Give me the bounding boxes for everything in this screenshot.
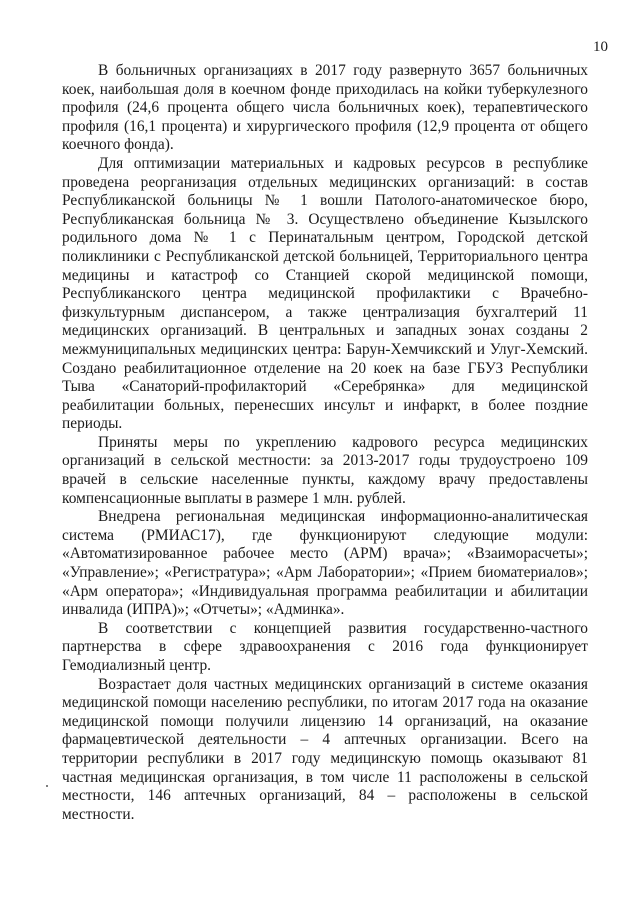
paragraph-reorganization: Для оптимизации материальных и кадровых ресурсов в республике проведена реорганизация отдельных медицинских организаций: в состав Республиканской больницы № 1 вошли Патолого-анатомическое бюро, Республиканская больница № 3. Осуществлено объединение Кызылского родильного дома № 1 с Перинатальным центром, Городской детской поликлиники с Республиканской детской больницей, Территориального центра медицины и катастроф со Станцией скорой медицинской помощи, Республиканского центра медицинской профилактики с Врачебно-физкультурным диспансером, а также централизация бухгалтерий 11 медицинских организаций. В центральных и западных зонах созданы 2 межмуниципальных медицинских центра: Барун-Хемчикский и Улуг-Хемский. Создано реабилитационное отделение на 20 коек на базе ГБУЗ Республики Тыва «Санаторий-профилакторий «Серебрянка» для медицинской реабилитации больных, перенесших инсульт и инфаркт, в более поздние периоды. bbox=[62, 154, 588, 433]
paragraph-rural-staffing: Приняты меры по укреплению кадрового ресурса медицинских организаций в сельской местности: за 2013-2017 годы трудоустроено 109 врачей в сельские населенные пункты, каждому врачу предоставлены компенсационные выплаты в размере 1 млн. рублей. bbox=[62, 433, 588, 507]
page-number: 10 bbox=[593, 39, 608, 55]
paragraph-private-organizations: Возрастает доля частных медицинских организаций в системе оказания медицинской помощи населению республики, по итогам 2017 года на оказание медицинской помощи получили лицензию 14 организаций, на оказание фармацевтической деятельности – 4 аптечных организации. Всего на территории республики в 2017 году медицинскую помощь оказывают 81 частная медицинская организация, в том числе 11 расположены в сельской местности, 146 аптечных организаций, 84 – расположены в сельской местности. bbox=[62, 675, 588, 823]
paragraph-public-private-partnership: В соответствии с концепцией развития государственно-частного партнерства в сфере здравоохранения с 2016 года функционирует Гемодиализный центр. bbox=[62, 619, 588, 674]
paragraph-hospital-beds: В больничных организациях в 2017 году развернуто 3657 больничных коек, наибольшая доля в коечном фонде приходилась на койки туберкулезного профиля (24,6 процента общего числа больничных коек), терапевтического профиля (16,1 процента) и хирургического профиля (12,9 процента от общего коечного фонда). bbox=[62, 62, 588, 154]
scan-speck bbox=[46, 785, 48, 787]
document-body bbox=[62, 62, 588, 824]
paragraph-information-system: Внедрена региональная медицинская информационно-аналитическая система (РМИАС17), где функционируют следующие модули: «Автоматизированное рабочее место (АРМ) врача»; «Взаиморасчеты»; «Управление»; «Регистратура»; «Арм Лаборатории»; «Прием биоматериалов»; «Арм оператора»; «Индивидуальная программа реабилитации и абилитации инвалида (ИПРА)»; «Отчеты»; «Админка». bbox=[62, 508, 588, 619]
